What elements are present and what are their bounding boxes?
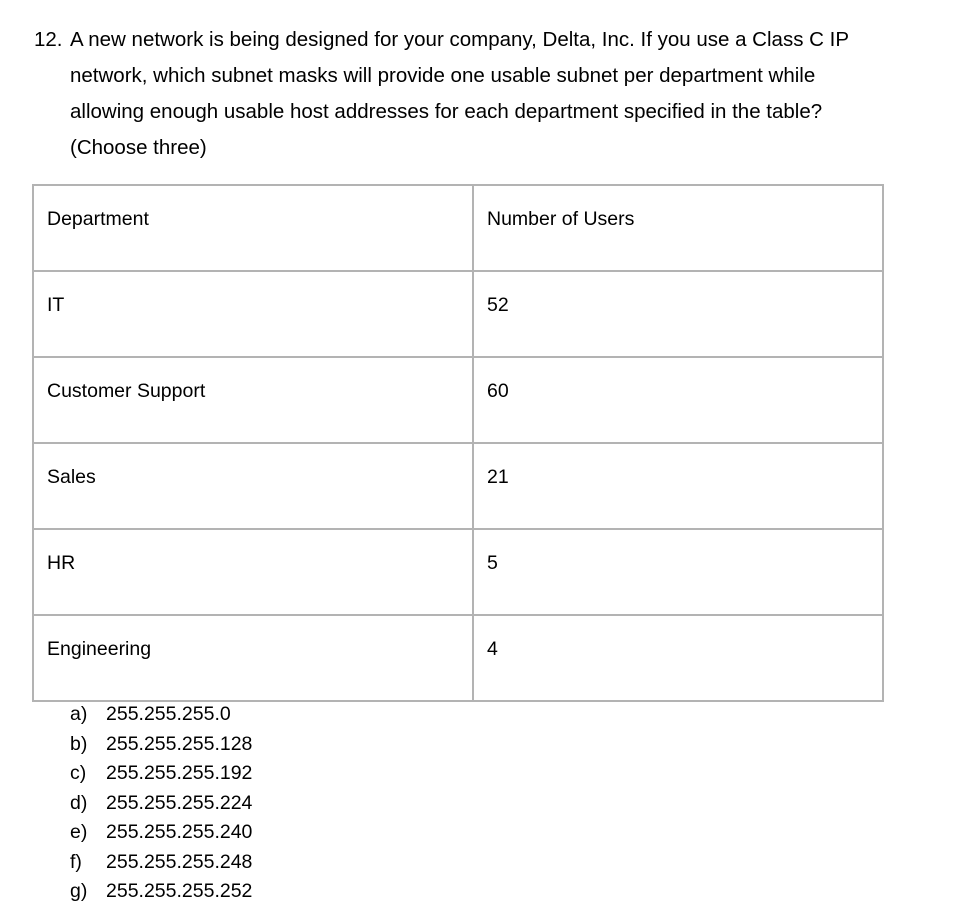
table-cell-users: 52 (473, 271, 883, 357)
table-row (33, 357, 883, 443)
option-letter: c) (70, 762, 87, 784)
question-text: A new network is being designed for your company, Delta, Inc. If you use a Class C IP network, which subnet masks will provide one usable subnet per department while allowing enough usable host addresses for each department specified in the table? (Choose three) (70, 28, 850, 159)
table-header-row (33, 185, 883, 271)
answer-options (70, 700, 252, 907)
option-value: 255.255.255.192 (106, 762, 253, 784)
header-cell-number-of-users: Number of Users (473, 185, 883, 271)
option-value: 255.255.255.128 (106, 732, 253, 755)
table-cell-department: IT (33, 271, 473, 357)
option-letter: e) (70, 821, 88, 843)
option-a (70, 700, 252, 730)
header-cell-department: Department (33, 185, 473, 271)
option-value: 255.255.255.248 (106, 850, 253, 873)
table-cell-department: Engineering (33, 615, 473, 701)
option-value: 255.255.255.224 (106, 791, 253, 814)
table-cell-users: 5 (473, 529, 883, 615)
table-row (33, 615, 883, 701)
table-cell-department: Customer Support (33, 357, 473, 443)
option-letter: d) (70, 791, 88, 814)
table-row (33, 443, 883, 529)
option-letter: g) (70, 880, 88, 902)
table-cell-department: HR (33, 529, 473, 615)
option-letter: b) (70, 732, 88, 755)
table-row (33, 529, 883, 615)
option-e (70, 818, 252, 848)
option-b (70, 730, 252, 760)
option-c (70, 759, 252, 789)
option-d (70, 789, 252, 819)
table-cell-users: 21 (473, 443, 883, 529)
option-f (70, 848, 252, 878)
option-value: 255.255.255.240 (106, 821, 253, 843)
department-table (32, 184, 884, 702)
option-g (70, 877, 252, 907)
option-letter: a) (70, 703, 88, 725)
table-cell-users: 60 (473, 357, 883, 443)
table-row (33, 271, 883, 357)
table-cell-users: 4 (473, 615, 883, 701)
option-letter: f) (70, 850, 82, 873)
question (34, 22, 934, 166)
option-value: 255.255.255.0 (106, 703, 231, 725)
question-number: 12. (34, 28, 63, 51)
option-value: 255.255.255.252 (106, 880, 253, 902)
table-cell-department: Sales (33, 443, 473, 529)
